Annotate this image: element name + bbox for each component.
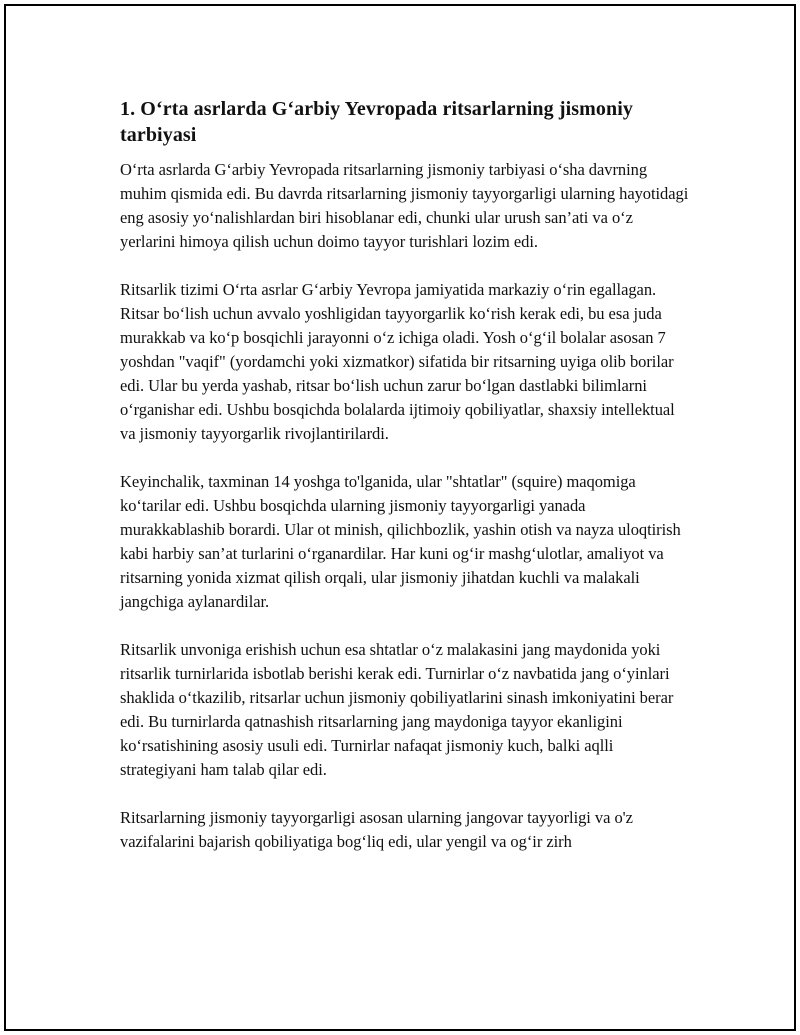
document-body — [120, 96, 690, 878]
paragraph-4: Ritsarlik unvoniga erishish uchun esa shtatlar o‘z malakasini jang maydonida yoki ritsarlik turnirlarida isbotlab berishi kerak edi. Turnirlar o‘z navbatida jang o‘yinlari shaklida o‘tkazilib, ritsarlar uchun jismoniy qobiliyatlarini sinash imkoniyatini berar edi. Bu turnirlarda qatnashish ritsarlarning jang maydoniga tayyor ekanligini ko‘rsatishining asosiy usuli edi. Turnirlar nafaqat jismoniy kuch, balki aqlli strategiyani ham talab qilar edi. — [120, 640, 674, 779]
section-heading: 1. O‘rta asrlarda G‘arbiy Yevropada ritsarlarning jismoniy tarbiyasi — [120, 98, 633, 146]
paragraph-5: Ritsarlarning jismoniy tayyorgarligi asosan ularning jangovar tayyorligi va o'z vazifalarini bajarish qobiliyatiga bog‘liq edi, ular yengil va og‘ir zirh — [120, 808, 633, 851]
paragraph-1: O‘rta asrlarda G‘arbiy Yevropada ritsarlarning jismoniy tarbiyasi o‘sha davrning muhim qismida edi. Bu davrda ritsarlarning jismoniy tayyorgarligi ularning hayotidagi eng asosiy yo‘nalishlardan biri hisoblanar edi, chunki ular urush san’ati va o‘z yerlarini himoya qilish uchun doimo tayyor turishlari lozim edi. — [120, 160, 689, 251]
paragraph-2: Ritsarlik tizimi O‘rta asrlar G‘arbiy Yevropa jamiyatida markaziy o‘rin egallagan. Ritsar bo‘lish uchun avvalo yoshligidan tayyorgarlik ko‘rish kerak edi, bu esa juda murakkab va ko‘p bosqichli jarayonni o‘z ichiga oladi. Yosh o‘g‘il bolalar asosan 7 yoshdan "vaqif" (yordamchi yoki xizmatkor) sifatida bir ritsarning uyiga olib borilar edi. Ular bu yerda yashab, ritsar bo‘lish uchun zarur bo‘lgan dastlabki bilimlarni o‘rganishar edi. Ushbu bosqichda bolalarda ijtimoiy qobiliyatlar, shaxsiy intellektual va jismoniy tayyorgarlik rivojlantirilardi. — [120, 280, 675, 443]
document-page — [4, 4, 796, 1031]
paragraph-3: Keyinchalik, taxminan 14 yoshga to'lganida, ular "shtatlar" (squire) maqomiga ko‘tarilar edi. Ushbu bosqichda ularning jismoniy tayyorgarligi yanada murakkablashib borardi. Ular ot minish, qilichbozlik, yashin otish va nayza uloqtirish kabi harbiy san’at turlarini o‘rganardilar. Har kuni og‘ir mashg‘ulotlar, amaliyot va ritsarning yonida xizmat qilish orqali, ular jismoniy jihatdan kuchli va malakali jangchiga aylanardilar. — [120, 472, 681, 611]
